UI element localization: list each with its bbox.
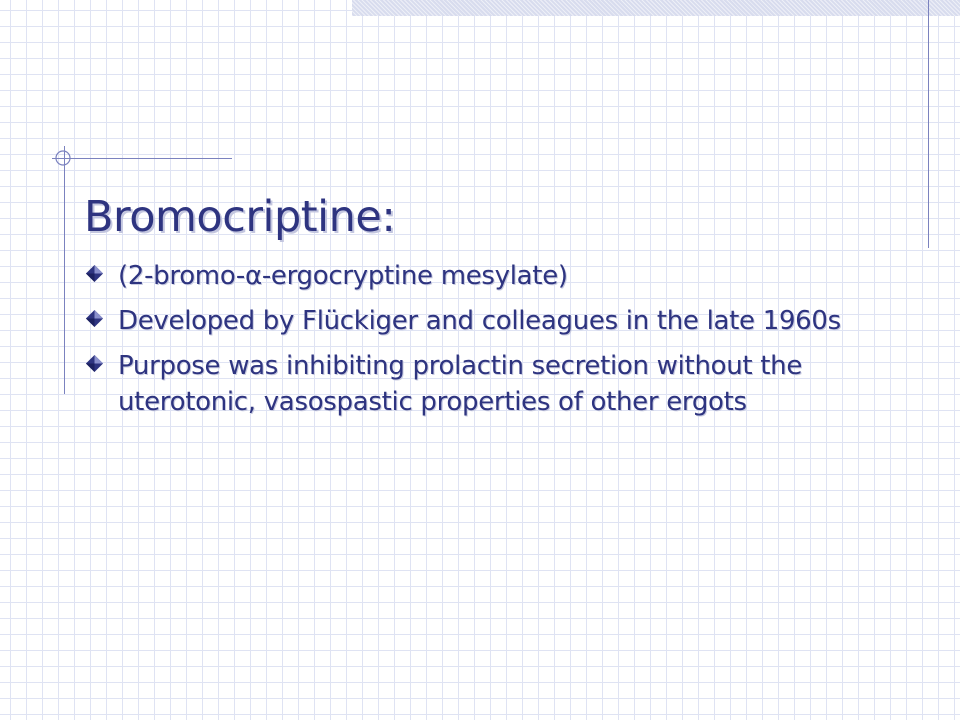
slide-title: Bromocriptine: <box>84 192 396 242</box>
diamond-bullet-icon <box>85 309 104 328</box>
bullet-text: Developed by Flückiger and colleagues in the late 1960s <box>118 306 841 336</box>
bullet-list <box>84 258 896 429</box>
crosshair-icon <box>53 148 73 168</box>
bullet-item <box>84 303 896 339</box>
diamond-bullet-icon <box>85 264 104 283</box>
bullet-item <box>84 258 896 294</box>
diamond-bullet-icon <box>85 354 104 373</box>
top-decorative-band <box>352 0 960 16</box>
bullet-item <box>84 348 896 420</box>
bullet-text: Purpose was inhibiting prolactin secretion without the uterotonic, vasospastic properties of other ergots <box>118 351 803 417</box>
left-vertical-rule <box>64 146 65 394</box>
bullet-text: (2-bromo-α-ergocryptine mesylate) <box>118 261 568 291</box>
horizontal-rule <box>52 158 232 159</box>
right-vertical-rule <box>928 0 929 248</box>
